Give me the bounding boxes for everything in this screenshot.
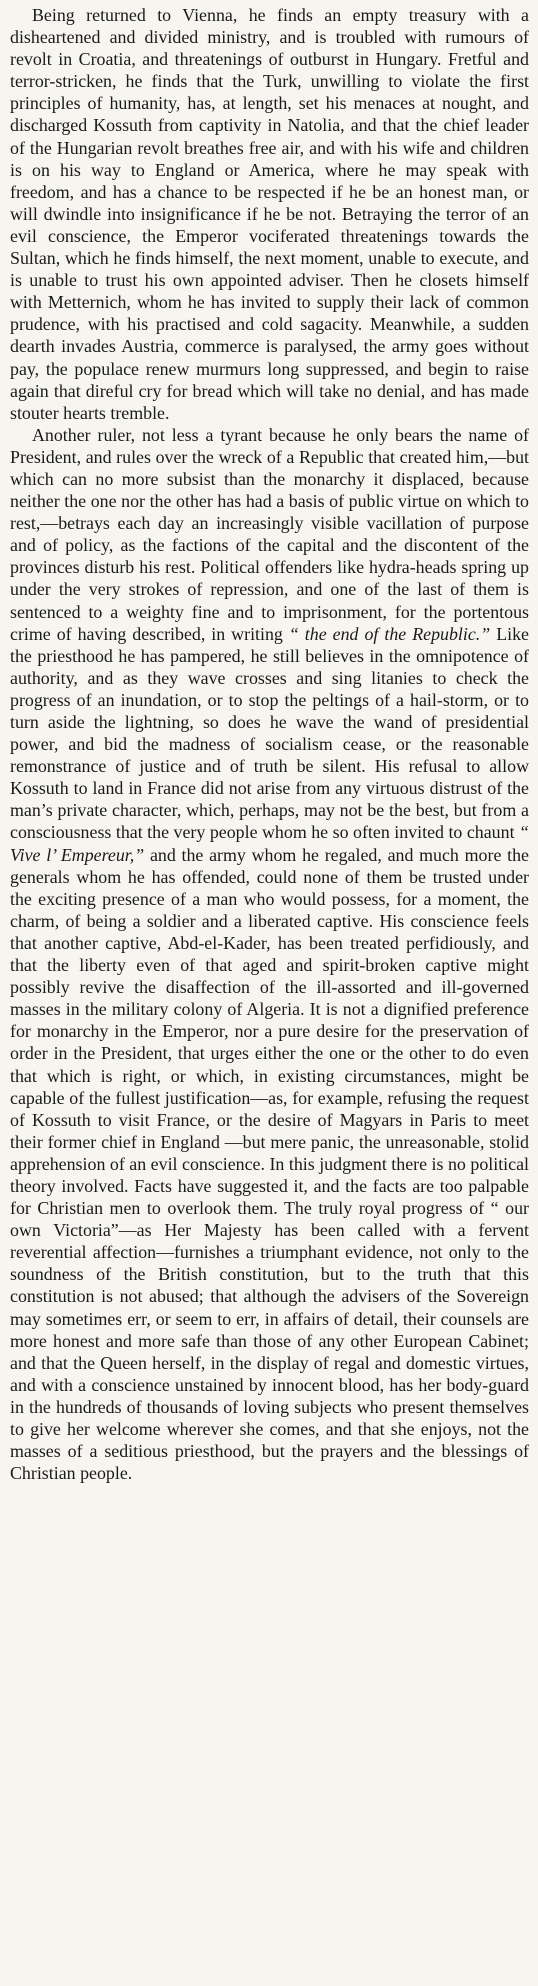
paragraph-text: and the army whom he regaled, and much more the generals whom he has offended, could none of them be trusted under the exciting presence of a man who would possess, for a moment, the charm, of being a soldier and a liberated captive. His conscience feels that another captive, Abd-el-Kader, has been treated perfidiously, and that the liberty even of that aged and spirit-broken captive might possibly revive the disaffection of the ill-assorted and ill-governed masses in the military colony of Algeria. It is not a dignified preference for monarchy in the Emperor, nor a pure desire for the preservation of order in the President, that urges either the one or the other to do even that which is right, or which, in existing circumstances, might be capable of the fullest justification—as, for example, refusing the request of Kossuth to visit France, or the desire of Magyars in Paris to meet their former chief in England —but mere panic, the unreasonable, stolid apprehension of an evil conscience. In this judgment there is no political theory involved. Facts have suggested it, and the facts are too palpable for Christian men to overlook them. The truly royal progress of “ our own Victoria”—as Her Majesty has been called with a fervent reverential affection—furnishes a triumphant evidence, not only to the soundness of the British constitution, but to the truth that this constitution is not abused; that although the advisers of the Sovereign may sometimes err, or seem to err, in affairs of detail, their counsels are more honest and more safe than those of any other European Cabinet; and that the Queen herself, in the display of regal and domestic virtues, and with a conscience unstained by innocent blood, has her body-guard in the hundreds of thousands of loving subjects who present themselves to give her welcome wherever she comes, and that she enjoys, not the masses of a seditious priesthood, but the prayers and the blessings of Christian people. <box>10 844 529 1484</box>
paragraph-text: Being returned to Vienna, he finds an empty treasury with a disheartened and divided ministry, and is troubled with rumours of revolt in Croatia, and threatenings of outburst in Hungary. Fretful and terror-stricken, he finds that the Turk, unwilling to violate the first principles of humanity, has, at length, set his menaces at nought, and discharged Kossuth from captivity in Natolia, and that the chief leader of the Hungarian revolt breathes free air, and with his wife and children is on his way to England or America, where he may speak with freedom, and has a chance to be respected if he be an honest man, or will dwindle into insignificance if he be not. Betraying the terror of an evil conscience, the Emperor vociferated threatenings towards the Sultan, which he finds himself, the next moment, unable to execute, and is unable to trust his own appointed adviser. Then he closets himself with Metternich, whom he has invited to supply their lack of common prudence, with his practised and cold sagacity. Meanwhile, a sudden dearth invades Austria, commerce is paralysed, the army goes without pay, the populace renew murmurs long suppressed, and begin to raise again that direful cry for bread which will take no denial, and has made stouter hearts tremble. <box>10 5 529 423</box>
italic-quote: “ the end of the Republic.” <box>288 623 491 644</box>
italic-quote: “ Vive l’ Empereur,” <box>10 822 529 865</box>
paragraph-president <box>10 424 529 1485</box>
paragraph-text: Another ruler, not less a tyrant because he only bears the name of President, and rules over the wreck of a Republic that created him,—but which can no more subsist than the monarchy it displaced, because neither the one nor the other has had a basis of public virtue on which to rest,—betrays each day an increasingly visible vacillation of purpose and of policy, as the factions of the capital and the discontent of the provinces disturb his rest. Political offenders like hydra-heads spring up under the very strokes of repression, and one of the last of them is sentenced to a weighty fine and to imprisonment, for the portentous crime of having described, in writing <box>10 424 529 644</box>
paragraph-text: Like the priesthood he has pampered, he still believes in the omnipotence of authority, and as they wave crosses and sing litanies to check the progress of an inundation, or to stop the peltings of a hail-storm, or to turn aside the lightning, so does he wave the wand of presidential power, and bid the madness of socialism cease, or the reasonable remonstrance of justice and of truth be silent. His refusal to allow Kossuth to land in France did not arise from any virtuous distrust of the man’s private character, which, perhaps, may not be the best, but from a consciousness that the very people whom he so often invited to chaunt <box>10 623 529 843</box>
paragraph-vienna <box>10 4 529 424</box>
